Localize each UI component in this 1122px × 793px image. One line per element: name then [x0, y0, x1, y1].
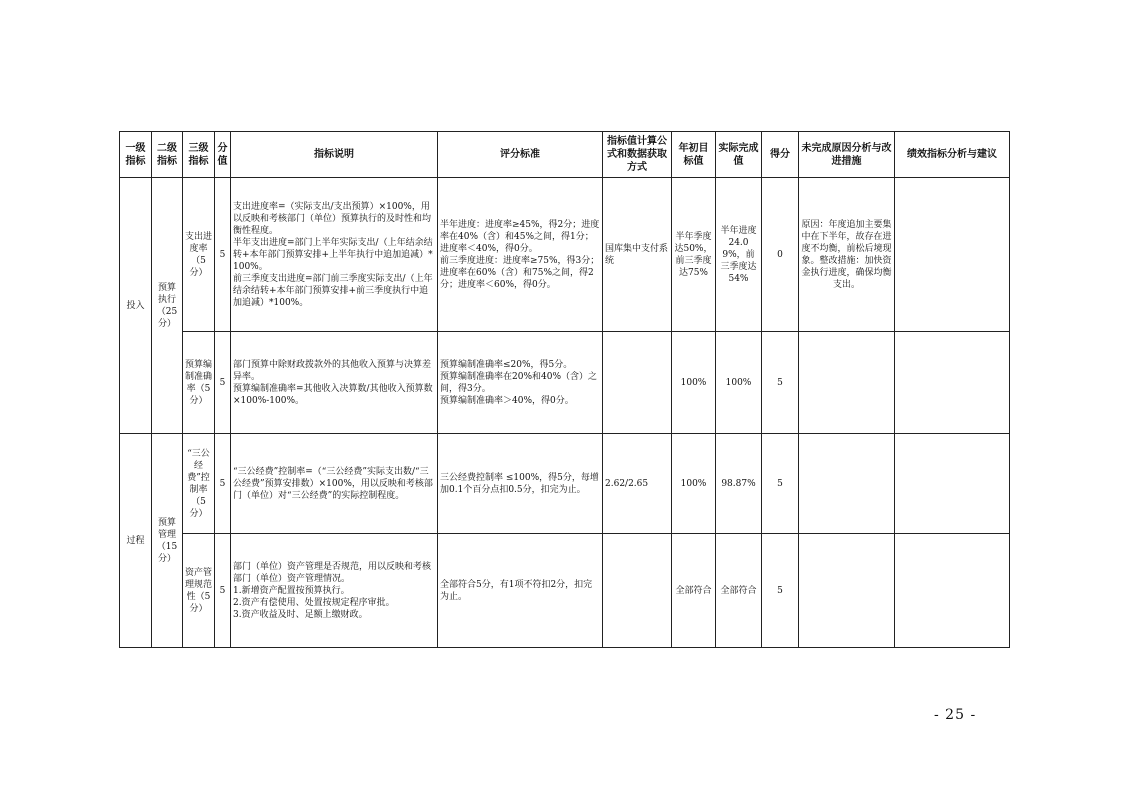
actual-cell: 全部符合	[716, 534, 762, 648]
header-level3: 三级指标	[183, 132, 215, 178]
score-cell: 5	[762, 332, 799, 434]
level3-cell: 支出进度率（5分）	[183, 178, 215, 332]
method-cell: 2.62/2.65	[603, 434, 672, 534]
score-value-cell: 5	[215, 434, 231, 534]
score-value-cell: 5	[215, 332, 231, 434]
score-cell: 0	[762, 178, 799, 332]
page-number: - 25 -	[934, 707, 977, 723]
suggestion-cell	[895, 332, 1010, 434]
header-score: 得分	[762, 132, 799, 178]
performance-table	[119, 131, 1010, 648]
header-method: 指标值计算公式和数据获取方式	[603, 132, 672, 178]
table-row	[120, 434, 1010, 534]
method-cell	[603, 332, 672, 434]
target-cell: 半年季度达50%，前三季度达75%	[672, 178, 716, 332]
criteria-cell: 全部符合5分，有1项不符扣2分，扣完为止。	[438, 534, 603, 648]
suggestion-cell	[895, 178, 1010, 332]
target-cell: 100%	[672, 332, 716, 434]
table-row	[120, 178, 1010, 332]
header-reason: 未完成原因分析与改进措施	[799, 132, 895, 178]
actual-cell: 半年进度24.09%，前三季度达54%	[716, 178, 762, 332]
criteria-cell: 半年进度：进度率≥45%，得2分；进度率在40%（含）和45%之间，得1分；进度率＜40%，得0分。 前三季度进度：进度率≥75%，得3分；进度率在60%（含）和75%之间，得2分；进度率＜60%，得0分。	[438, 178, 603, 332]
header-level2: 二级指标	[152, 132, 183, 178]
description-cell: “三公经费”控制率=（“三公经费”实际支出数/“三公经费”预算安排数）×100%，用以反映和考核部门（单位）对“三公经费”的实际控制程度。	[231, 434, 438, 534]
header-level1: 一级指标	[120, 132, 152, 178]
criteria-cell: 三公经费控制率 ≤100%，得5分，每增加0.1个百分点扣0.5分，扣完为止。	[438, 434, 603, 534]
criteria-cell: 预算编制准确率≤20%，得5分。 预算编制准确率在20%和40%（含）之间，得3分。 预算编制准确率＞40%，得0分。	[438, 332, 603, 434]
header-row	[120, 132, 1010, 178]
description-cell: 支出进度率=（实际支出/支出预算）×100%，用以反映和考核部门（单位）预算执行的及时性和均衡性程度。 半年支出进度=部门上半年实际支出/（上年结余结转+本年部门预算安排+上半年执行中追加追减）*100%。 前三季度支出进度=部门前三季度实际支出/（上年结余结转+本年部门预算安排+前三季度执行中追加追减）*100%。	[231, 178, 438, 332]
reason-cell	[799, 534, 895, 648]
target-cell: 100%	[672, 434, 716, 534]
suggestion-cell	[895, 534, 1010, 648]
header-actual: 实际完成值	[716, 132, 762, 178]
suggestion-cell	[895, 434, 1010, 534]
level1-cell: 过程	[120, 434, 152, 648]
level3-cell: 预算编制准确率（5分）	[183, 332, 215, 434]
level3-cell: “三公经费”控制率（5分）	[183, 434, 215, 534]
actual-cell: 98.87%	[716, 434, 762, 534]
header-score-value: 分值	[215, 132, 231, 178]
level3-cell: 资产管理规范性（5分）	[183, 534, 215, 648]
score-value-cell: 5	[215, 534, 231, 648]
method-cell	[603, 534, 672, 648]
method-cell: 国库集中支付系统	[603, 178, 672, 332]
level2-cell: 预算管理（15分）	[152, 434, 183, 648]
reason-cell: 原因：年度追加主要集中在下半年，故存在进度不均衡，前松后境现象。整改措施：加快资金执行进度，确保均衡支出。	[799, 178, 895, 332]
header-suggestion: 绩效指标分析与建议	[895, 132, 1010, 178]
score-cell: 5	[762, 534, 799, 648]
table-row	[120, 332, 1010, 434]
reason-cell	[799, 332, 895, 434]
header-description: 指标说明	[231, 132, 438, 178]
reason-cell	[799, 434, 895, 534]
level1-cell: 投入	[120, 178, 152, 434]
header-target: 年初目标值	[672, 132, 716, 178]
description-cell: 部门（单位）资产管理是否规范，用以反映和考核部门（单位）资产管理情况。 1.新增资产配置按预算执行。 2.资产有偿使用、处置按规定程序审批。 3.资产收益及时、足额上缴财政。	[231, 534, 438, 648]
table-row	[120, 534, 1010, 648]
description-cell: 部门预算中除财政拨款外的其他收入预算与决算差异率。 预算编制准确率=其他收入决算数/其他收入预算数×100%-100%。	[231, 332, 438, 434]
score-cell: 5	[762, 434, 799, 534]
target-cell: 全部符合	[672, 534, 716, 648]
score-value-cell: 5	[215, 178, 231, 332]
level2-cell: 预算执行（25分）	[152, 178, 183, 434]
header-criteria: 评分标准	[438, 132, 603, 178]
actual-cell: 100%	[716, 332, 762, 434]
